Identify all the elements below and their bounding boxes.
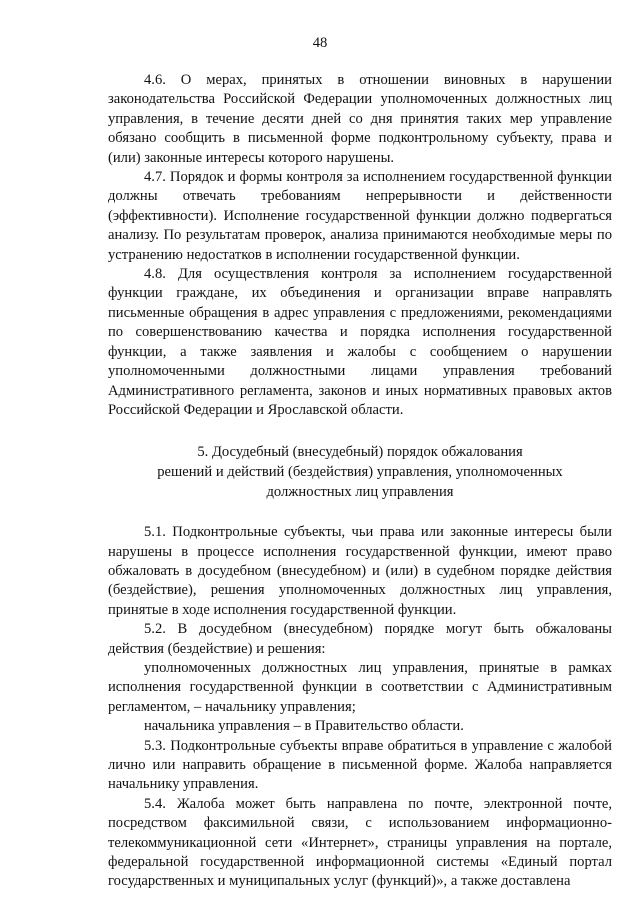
paragraph-5-2-item-head: начальника управления – в Правительство области. — [144, 718, 464, 735]
section-5-heading-line-2: решений и действий (бездействия) управления, уполномоченных — [157, 463, 563, 480]
paragraph-5-2: 5.2. В досудебном (внесудебном) порядке могут быть обжалованы действия (бездействие) и решения: — [108, 621, 612, 657]
paragraph-5-3: 5.3. Подконтрольные субъекты вправе обратиться в управление с жалобой лично или направить обращение в письменной форме. Жалоба направляется начальнику управления. — [108, 737, 612, 793]
page-content — [108, 71, 612, 892]
paragraph-4-6: 4.6. О мерах, принятых в отношении виновных в нарушении законодательства Российской Федерации уполномоченных должностных лиц управления, в течение десяти дней со дня принятия таких мер управление обязано сообщить в письменной форме подконтрольному субъекту, права и (или) законные интересы которого нарушены. — [108, 72, 612, 166]
paragraph-5-1: 5.1. Подконтрольные субъекты, чьи права или законные интересы были нарушены в процессе исполнения государственной функции, имеют право обжаловать в досудебном (внесудебном) и (или) в судебном порядке действия (бездействие), решения уполномоченных должностных лиц управления, принятые в ходе исполнения государственной функции. — [108, 524, 612, 618]
section-5-heading-line-3: должностных лиц управления — [266, 483, 454, 500]
section-5-heading-line-1: 5. Досудебный (внесудебный) порядок обжалования — [197, 444, 523, 461]
page-number: 48 — [312, 35, 328, 51]
paragraph-4-8: 4.8. Для осуществления контроля за исполнением государственной функции граждане, их объединения и организации вправе направлять письменные обращения в адрес управления с предложениями, рекомендациями по совершенствованию качества и порядка исполнения государственной функции, а также заявления и жалобы с сообщением о нарушении уполномоченными должностными лицами управления требований Административного регламента, законов и иных нормативных правовых актов Российской Федерации и Ярославской области. — [108, 266, 612, 418]
paragraph-4-7: 4.7. Порядок и формы контроля за исполнением государственной функции должны отвечать требованиям непрерывности и действенности (эффективности). Исполнение государственной функции должно подвергаться анализу. По результатам проверок, анализа принимаются необходимые меры по устранению недостатков в исполнении государственной функции. — [108, 169, 612, 263]
paragraph-5-2-item-officials: уполномоченных должностных лиц управления, принятые в рамках исполнения государственной функции в соответствии с Административным регламентом, – начальнику управления; — [108, 659, 612, 715]
paragraph-5-4: 5.4. Жалоба может быть направлена по почте, электронной почте, посредством факсимильной связи, с использованием информационно-телекоммуникационной сети «Интернет», страницы управления на портале, федеральной государственной информационной системы «Единый портал государственных и муниципальных услуг (функций)», а также доставлена — [108, 795, 612, 890]
section-5-heading — [108, 443, 612, 502]
